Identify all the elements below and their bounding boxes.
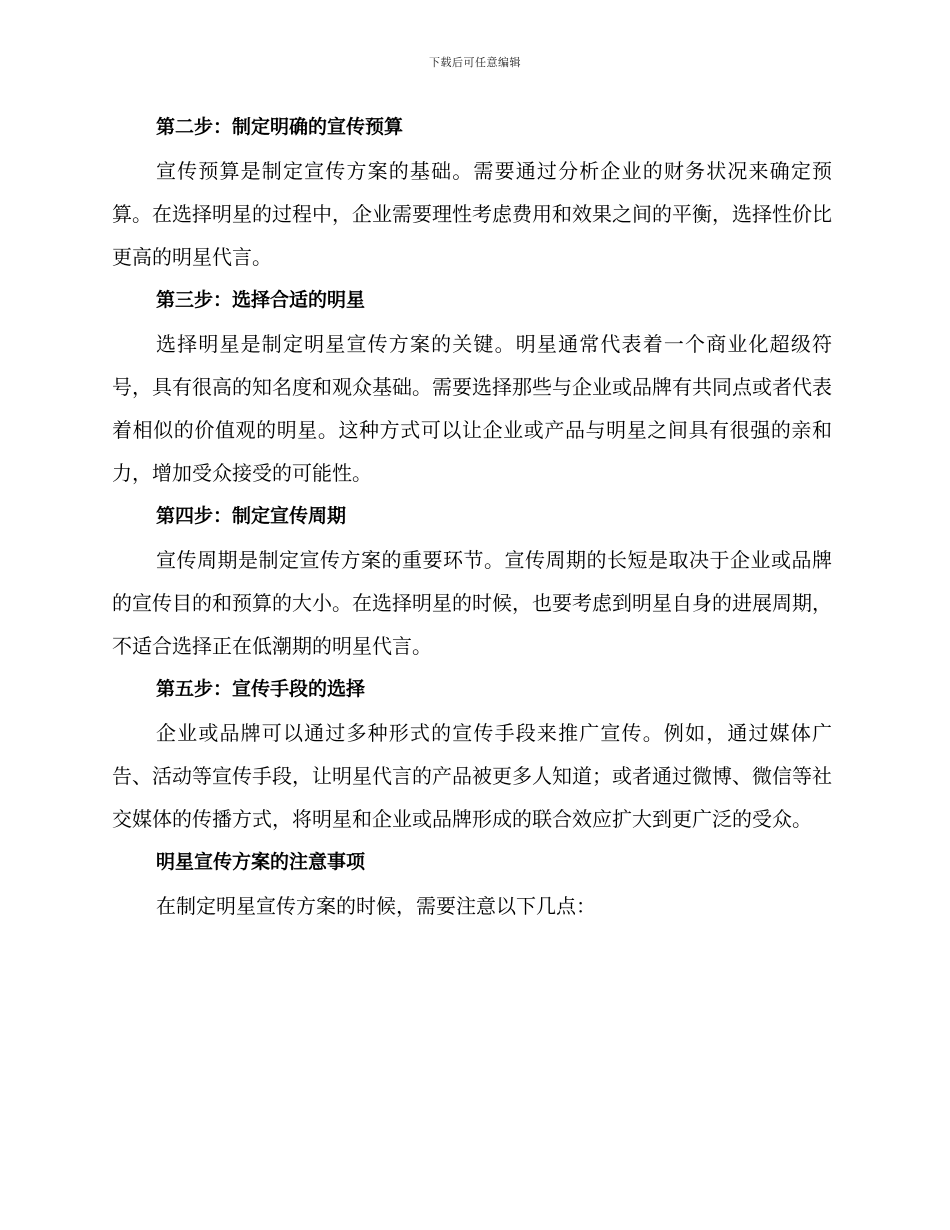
section-paragraph: 企业或品牌可以通过多种形式的宣传手段来推广宣传。例如，通过媒体广告、活动等宣传手段，让明星代言的产品被更多人知道；或者通过微博、微信等社交媒体的传播方式，将明星和企业或品牌形成的联合效应扩大到更广泛的受众。 [112, 721, 832, 831]
page-header: 下载后可任意编辑 [429, 56, 521, 69]
section-step-2 [112, 110, 832, 279]
section-heading: 第五步：宣传手段的选择 [156, 678, 366, 700]
section-paragraph: 选择明星是制定明星宣传方案的关键。明星通常代表着一个商业化超级符号，具有很高的知名度和观众基础。需要选择那些与企业或品牌有共同点或者代表着相似的价值观的明星。这种方式可以让企业或产品与明星之间具有很强的亲和力，增加受众接受的可能性。 [112, 332, 832, 485]
document-body [112, 110, 832, 932]
section-notes [112, 845, 832, 928]
section-step-3 [112, 283, 832, 495]
section-heading: 第二步：制定明确的宣传预算 [156, 116, 404, 138]
section-paragraph: 宣传预算是制定宣传方案的基础。需要通过分析企业的财务状况来确定预算。在选择明星的过程中，企业需要理性考虑费用和效果之间的平衡，选择性价比更高的明星代言。 [112, 159, 832, 269]
section-heading: 第三步：选择合适的明星 [156, 289, 366, 311]
section-heading: 明星宣传方案的注意事项 [156, 851, 366, 873]
section-step-4 [112, 499, 832, 668]
section-paragraph: 在制定明星宣传方案的时候，需要注意以下几点： [156, 894, 596, 918]
section-heading: 第四步：制定宣传周期 [156, 505, 347, 527]
section-paragraph: 宣传周期是制定宣传方案的重要环节。宣传周期的长短是取决于企业或品牌的宣传目的和预算的大小。在选择明星的时候，也要考虑到明星自身的进展周期，不适合选择正在低潮期的明星代言。 [112, 548, 832, 658]
section-step-5 [112, 672, 832, 841]
